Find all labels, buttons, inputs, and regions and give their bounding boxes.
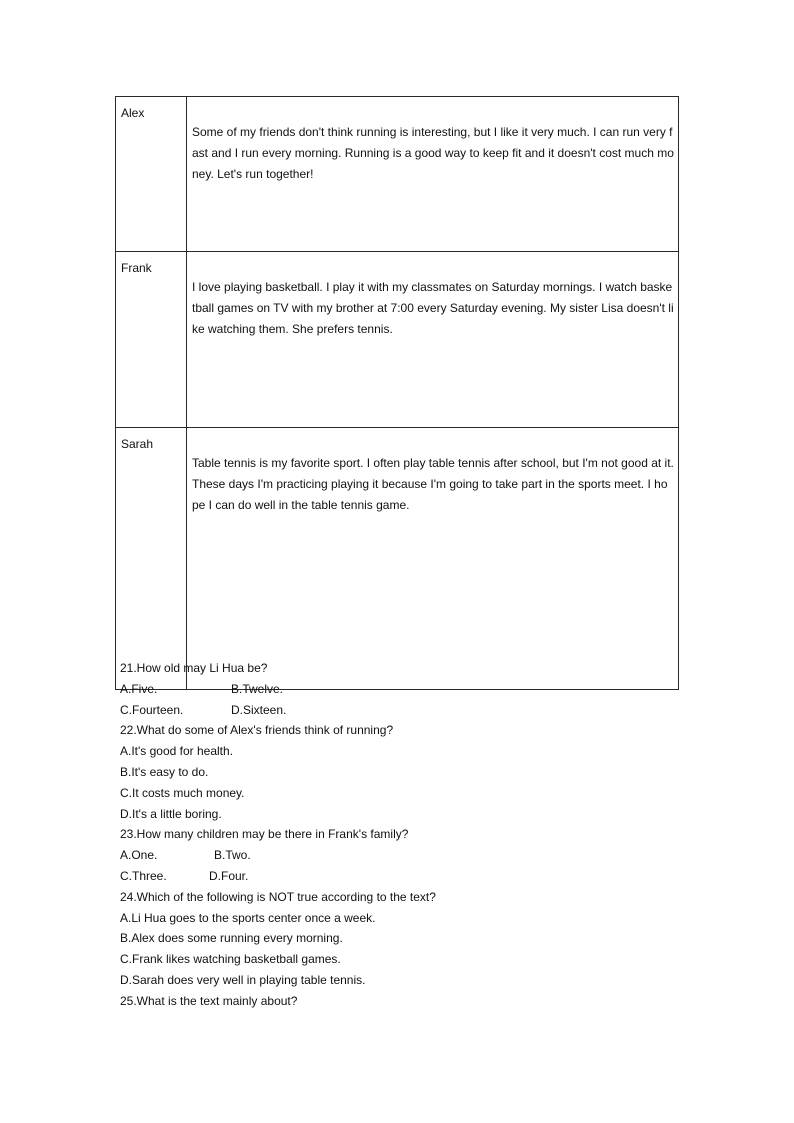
option: D.Four.: [209, 868, 249, 883]
option: B.It's easy to do.: [120, 764, 209, 779]
option: D.Sixteen.: [231, 702, 287, 717]
person-name: Alex: [116, 97, 187, 252]
question-stem: 21.How old may Li Hua be?: [120, 661, 268, 675]
person-passage: I love playing basketball. I play it with my classmates on Saturday mornings. I watch basketball games on TV with my brother at 7:00 every Saturday evening. My sister Lisa doesn't like watching them. She prefers tennis.: [187, 252, 679, 428]
person-name: Frank: [116, 252, 187, 428]
option: C.It costs much money.: [120, 785, 245, 800]
question-stem: 23.How many children may be there in Frank's family?: [120, 827, 409, 842]
option: A.One.: [120, 848, 158, 863]
person-passage: Table tennis is my favorite sport. I often play table tennis after school, but I'm not good at it. These days I'm practicing playing it because I'm going to take part in the sports meet. I hope I can do well in the table tennis game.: [187, 428, 679, 690]
option: A.It's good for health.: [120, 744, 234, 759]
person-passage: Some of my friends don't think running is interesting, but I like it very much. I can run very fast and I run every morning. Running is a good way to keep fit and it doesn't cost much money. Let's run together!: [187, 97, 679, 252]
question-list: [120, 658, 680, 1012]
table-row: [116, 252, 679, 428]
table-row: [116, 97, 679, 252]
option: B.Alex does some running every morning.: [120, 931, 343, 946]
person-name: Sarah: [116, 428, 187, 690]
option: D.Sarah does very well in playing table tennis.: [120, 972, 366, 987]
option: B.Two.: [214, 848, 251, 863]
option: D.It's a little boring.: [120, 806, 222, 821]
option-row: [120, 679, 680, 700]
question-stem: 24.Which of the following is NOT true according to the text?: [120, 889, 436, 904]
option: A.Li Hua goes to the sports center once a week.: [120, 910, 376, 925]
table-row: [116, 428, 679, 690]
option-row: [120, 845, 680, 866]
option: C.Frank likes watching basketball games.: [120, 952, 341, 967]
sports-passages-table: [115, 96, 679, 690]
option: B.Twelve.: [231, 681, 284, 696]
option: A.Five.: [120, 681, 158, 696]
option-row: [120, 700, 680, 721]
option: C.Three.: [120, 868, 167, 883]
option: C.Fourteen.: [120, 702, 184, 717]
question-stem: 25.What is the text mainly about?: [120, 993, 298, 1008]
question-stem: 22.What do some of Alex's friends think of running?: [120, 723, 394, 738]
option-row: [120, 866, 680, 887]
